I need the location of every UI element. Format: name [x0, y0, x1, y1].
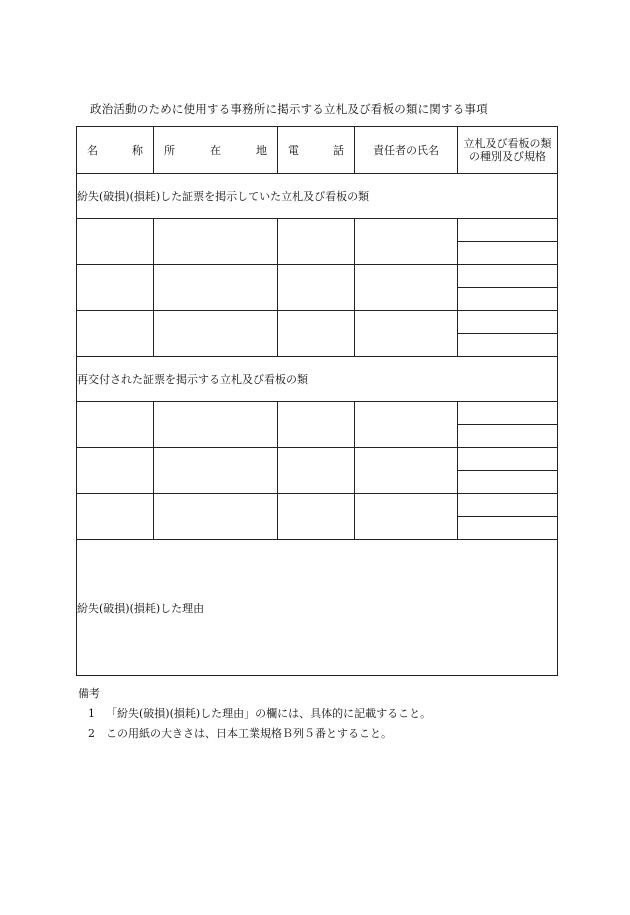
cell-type[interactable] — [458, 311, 558, 334]
cell-phone[interactable] — [278, 494, 355, 540]
section-reissued-label: 再交付された証票を掲示する立札及び看板の類 — [77, 357, 558, 402]
cell-type[interactable] — [458, 265, 558, 288]
remark-text: 「紛失(破損)(損耗)した理由」の欄には、具体的に記載すること。 — [106, 707, 432, 720]
signboard-form-table — [76, 126, 558, 676]
cell-responsible[interactable] — [355, 402, 458, 448]
cell-location[interactable] — [154, 448, 278, 494]
section-reissued-row — [77, 357, 558, 402]
cell-spec[interactable] — [458, 425, 558, 448]
cell-location[interactable] — [154, 311, 278, 357]
cell-location[interactable] — [154, 219, 278, 265]
cell-spec[interactable] — [458, 334, 558, 357]
cell-location[interactable] — [154, 402, 278, 448]
remarks — [78, 684, 431, 744]
cell-name[interactable] — [77, 402, 154, 448]
table-row — [77, 448, 558, 471]
header-type-spec: 立札及び看板の類の種別及び規格 — [458, 127, 558, 174]
cell-responsible[interactable] — [355, 311, 458, 357]
header-responsible: 責任者の氏名 — [355, 127, 458, 174]
cell-responsible[interactable] — [355, 494, 458, 540]
remarks-heading: 備考 — [78, 687, 100, 700]
cell-phone[interactable] — [278, 265, 355, 311]
remark-item — [78, 704, 431, 724]
header-row — [77, 127, 558, 174]
cell-responsible[interactable] — [355, 219, 458, 265]
table-row — [77, 311, 558, 334]
form-title: 政治活動のために使用する事務所に掲示する立札及び看板の類に関する事項 — [90, 102, 488, 116]
cell-phone[interactable] — [278, 448, 355, 494]
remark-number: 2 — [88, 727, 95, 740]
cell-responsible[interactable] — [355, 448, 458, 494]
header-location: 所 在 地 — [154, 127, 278, 174]
remark-number: 1 — [88, 707, 95, 720]
header-name: 名 称 — [77, 127, 154, 174]
cell-name[interactable] — [77, 448, 154, 494]
remark-text: この用紙の大きさは、日本工業規格Ｂ列５番とすること。 — [106, 727, 392, 740]
cell-location[interactable] — [154, 494, 278, 540]
cell-type[interactable] — [458, 494, 558, 517]
cell-phone[interactable] — [278, 219, 355, 265]
cell-name[interactable] — [77, 494, 154, 540]
reason-label: 紛失(破損)(損耗)した理由 — [77, 601, 205, 615]
cell-name[interactable] — [77, 265, 154, 311]
cell-responsible[interactable] — [355, 265, 458, 311]
reason-cell[interactable] — [77, 540, 558, 676]
table-row — [77, 265, 558, 288]
remark-item — [78, 724, 431, 744]
reason-row — [77, 540, 558, 676]
table-row — [77, 494, 558, 517]
cell-spec[interactable] — [458, 288, 558, 311]
cell-phone[interactable] — [278, 311, 355, 357]
cell-spec[interactable] — [458, 471, 558, 494]
cell-type[interactable] — [458, 448, 558, 471]
section-lost-label: 紛失(破損)(損耗)した証票を掲示していた立札及び看板の類 — [77, 174, 558, 219]
cell-phone[interactable] — [278, 402, 355, 448]
cell-name[interactable] — [77, 219, 154, 265]
cell-type[interactable] — [458, 402, 558, 425]
cell-type[interactable] — [458, 219, 558, 242]
header-phone: 電 話 — [278, 127, 355, 174]
cell-spec[interactable] — [458, 517, 558, 540]
section-lost-row — [77, 174, 558, 219]
cell-location[interactable] — [154, 265, 278, 311]
cell-name[interactable] — [77, 311, 154, 357]
table-row — [77, 402, 558, 425]
table-row — [77, 219, 558, 242]
cell-spec[interactable] — [458, 242, 558, 265]
